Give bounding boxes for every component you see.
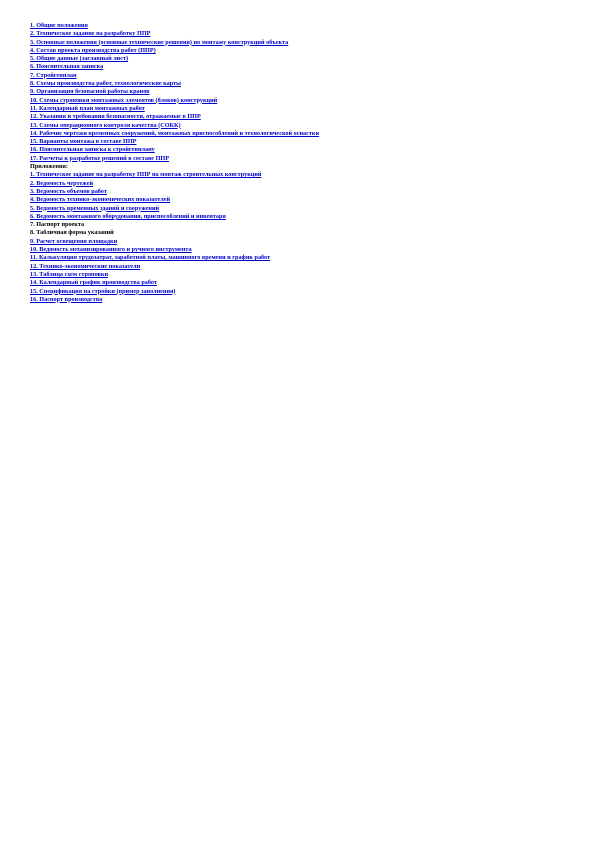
toc-link-item[interactable]: 16. Пояснительная записка к стройгенплану (30, 146, 155, 154)
toc-link-item[interactable]: 3. Основные положения (основные технические решения) по монтажу конструкций объекта (30, 38, 289, 46)
toc-link-item[interactable]: 8. Схемы производства работ, технологические карты (30, 80, 181, 88)
toc-link-item[interactable]: 14. Рабочие чертежи временных сооружений, монтажных приспособлений и технологической оснастки (30, 129, 320, 137)
appendix-link-item[interactable]: 2. Ведомость чертежей (30, 179, 94, 187)
appendix-link-item[interactable]: 15. Спецификация на стройки (пример заполнения) (30, 287, 176, 295)
appendix-link-item[interactable]: 6. Ведомость монтажного оборудования, приспособлений и инвентаря (30, 212, 226, 220)
appendix-text-item: 7. Паспорт проекта (30, 221, 85, 229)
toc-link-item[interactable]: 10. Схемы строповки монтажных элементов (блоков) конструкций (30, 96, 218, 104)
toc-link-item[interactable]: 13. Схемы операционного контроля качества (СОКК) (30, 121, 181, 129)
appendix-link-item[interactable]: 1. Техническое задание на разработку ППР на монтаж строительных конструкций (30, 171, 262, 179)
appendix-link-item[interactable]: 4. Ведомость технико-экономических показателей (30, 196, 171, 204)
appendix-link-item[interactable]: 5. Ведомость временных зданий и сооружений (30, 204, 160, 212)
appendix-link-item[interactable]: 16. Паспорт производства (30, 295, 103, 303)
toc-link-item[interactable]: 4. Состав проекта производства работ (ППР) (30, 46, 156, 54)
toc-link-item[interactable]: 15. Варианты монтажа в составе ППР (30, 138, 137, 146)
table-of-contents (30, 22, 570, 304)
appendix-link-item[interactable]: 12. Технико-экономические показатели (30, 262, 141, 270)
appendix-link-item[interactable]: 9. Расчет освещения площадки (30, 237, 118, 245)
toc-link-item[interactable]: 17. Расчеты к разработке решений в составе ППР (30, 154, 169, 162)
appendix-text-item: 8. Табличная форма указаний (30, 229, 114, 237)
appendix-heading: Приложения: (30, 163, 68, 171)
toc-link-item[interactable]: 5. Общие данные (заглавный лист) (30, 55, 129, 63)
appendix-link-item[interactable]: 10. Ведомость механизированного и ручного инструмента (30, 246, 192, 254)
toc-link-item[interactable]: 7. Стройгенплан (30, 71, 77, 79)
toc-link-item[interactable]: 11. Календарный план монтажных работ (30, 104, 145, 112)
toc-link-item[interactable]: 9. Организация безопасной работы кранов (30, 88, 150, 96)
toc-link-item[interactable]: 6. Пояснительная записка (30, 63, 104, 71)
appendix-link-item[interactable]: 14. Календарный график производства работ (30, 279, 157, 287)
appendix-link-item[interactable]: 11. Калькуляция трудозатрат, заработной платы, машинного времени и график работ (30, 254, 271, 262)
appendix-link-item[interactable]: 3. Ведомость объемов работ (30, 187, 107, 195)
toc-link-item[interactable]: 12. Указания и требования безопасности, отражаемые в ППР (30, 113, 201, 121)
toc-link-item[interactable]: 2. Техническое задание на разработку ППР (30, 30, 151, 38)
toc-link-item[interactable]: 1. Общие положения (30, 22, 88, 29)
appendix-link-item[interactable]: 13. Таблица схем строповки (30, 270, 109, 278)
